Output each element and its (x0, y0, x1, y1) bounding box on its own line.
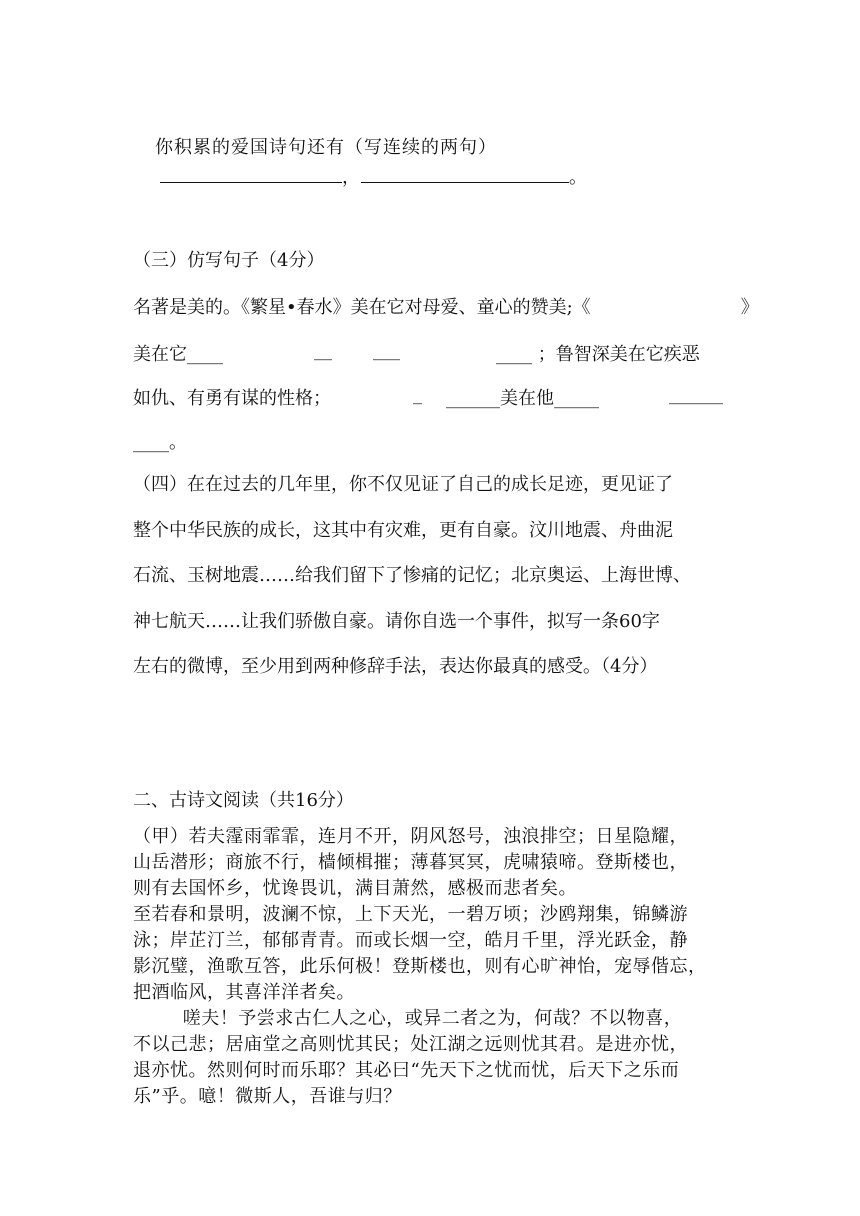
q4-line: （四）在在过去的几年里，你不仅见证了自己的成长足迹，更见证了 (133, 474, 673, 495)
q3-line2-b: __ (314, 340, 332, 361)
passage-line: 乐”乎。噫！微斯人，吾谁与归？ (133, 1086, 402, 1107)
passage-line: 至若春和景明，波澜不惊，上下天光，一碧万顷；沙鸥翔集，锦鳞游 (133, 904, 688, 925)
passage-line: 把酒临风，其喜洋洋者矣。 (133, 982, 355, 1003)
q3-line3-b: _ (413, 384, 422, 405)
q4-line: 左右的微博，至少用到两种修辞手法，表达你最真的感受。（4分） (133, 656, 658, 677)
passage-line: 退亦忧。然则何时而乐耶？其必曰“先天下之忧而忧，后天下之乐而 (133, 1060, 680, 1081)
q3-line3-a: 如仇、有勇有谋的性格； (133, 388, 331, 409)
patriotic-poem-blanks (160, 163, 588, 189)
passage-line: 影沉璧，渔歌互答，此乐何极！登斯楼也，则有心旷神怡，宠辱偕忘， (133, 956, 707, 977)
passage-line: 则有去国怀乡，忧谗畏讥，满目萧然，感极而悲者矣。 (133, 878, 577, 899)
q3-line3-d: ______ (669, 384, 723, 405)
passage-line: 不以己悲；居庙堂之高则忧其民；处江湖之远则忧其君。是进亦忧， (133, 1034, 688, 1055)
answer-blank[interactable] (361, 166, 569, 183)
passage-line: 嗟夫！予尝求古仁人之心，或异二者之为，何哉？不以物喜， (133, 1008, 683, 1029)
q3-line2-a: 美在它____ (133, 344, 223, 365)
q3-line3-c: ______美在他_____ (446, 388, 599, 409)
q4-line: 整个中华民族的成长，这其中有灾难，更有自豪。汶川地震、舟曲泥 (133, 520, 673, 541)
patriotic-poem-prompt: 你积累的爱国诗句还有（写连续的两句） (155, 137, 497, 158)
passage-line: （甲）若夫霪雨霏霏，连月不开，阴风怒号，浊浪排空；日星隐耀， (133, 826, 688, 847)
passage-line: 泳；岸芷汀兰，郁郁青青。而或长烟一空，皓月千里，浮光跃金，静 (133, 930, 688, 951)
period: 。 (569, 167, 588, 188)
q3-line1-close: 》 (740, 297, 759, 318)
q3-line4: ____。 (133, 432, 187, 453)
q3-heading: （三）仿写句子（4分） (133, 250, 325, 271)
passage-line: 山岳潜形；商旅不行，樯倾楫摧；薄暮冥冥，虎啸猿啼。登斯楼也， (133, 852, 688, 873)
q3-line1 (133, 293, 759, 319)
section2-heading: 二、古诗文阅读（共16分） (133, 790, 354, 811)
q4-line: 神七航天……让我们骄傲自豪。请你自选一个事件，拟写一条60字 (133, 611, 660, 632)
answer-blank[interactable] (160, 166, 342, 183)
comma: ， (342, 167, 361, 188)
q3-line2-c: ___ (373, 340, 400, 361)
q4-line: 石流、玉树地震……给我们留下了惨痛的记忆；北京奥运、上海世博、 (133, 565, 691, 586)
q3-line2-d: ____ ；鲁智深美在它疾恶 (496, 344, 700, 365)
q3-line1-text: 名著是美的。《繁星•春水》美在它对母爱、童心的赞美;《 (133, 297, 591, 318)
